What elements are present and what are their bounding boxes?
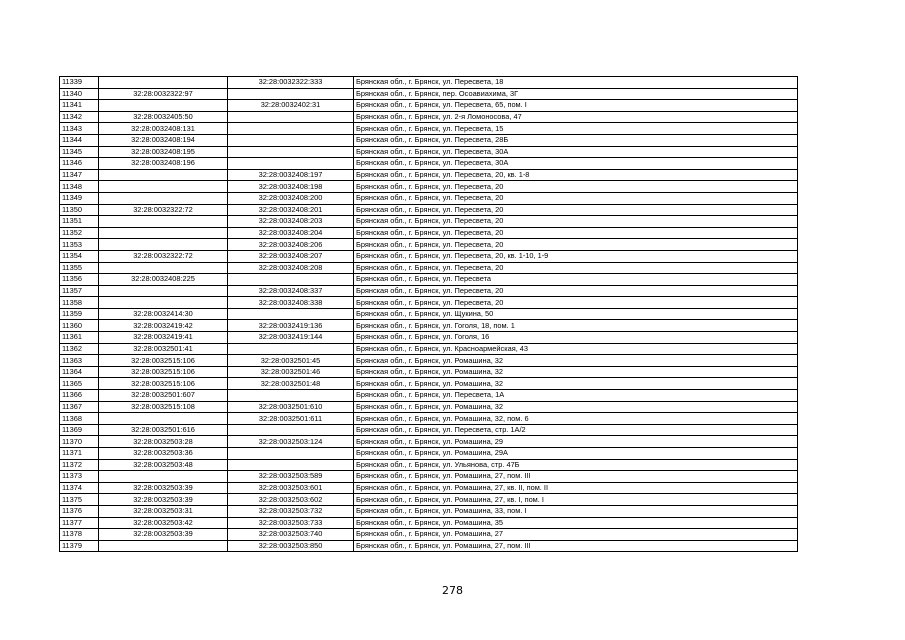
address-cell: Брянская обл., г. Брянск, ул. Пересвета, 20 (354, 181, 798, 193)
building-cadastral-number-cell (228, 88, 354, 100)
property-registry-table (59, 76, 798, 552)
land-cadastral-number-cell: 32:28:0032419:41 (99, 332, 228, 344)
table-row (60, 448, 798, 460)
row-number-cell: 11366 (60, 390, 99, 402)
table-row (60, 390, 798, 402)
table-row (60, 216, 798, 228)
row-number-cell: 11344 (60, 134, 99, 146)
row-number-cell: 11351 (60, 216, 99, 228)
building-cadastral-number-cell: 32:28:0032408:338 (228, 297, 354, 309)
land-cadastral-number-cell: 32:28:0032515:106 (99, 355, 228, 367)
row-number-cell: 11346 (60, 158, 99, 170)
row-number-cell: 11361 (60, 332, 99, 344)
land-cadastral-number-cell: 32:28:0032405:50 (99, 111, 228, 123)
land-cadastral-number-cell: 32:28:0032408:196 (99, 158, 228, 170)
table-row (60, 482, 798, 494)
building-cadastral-number-cell: 32:28:0032501:48 (228, 378, 354, 390)
building-cadastral-number-cell: 32:28:0032322:333 (228, 77, 354, 89)
row-number-cell: 11377 (60, 517, 99, 529)
address-cell: Брянская обл., г. Брянск, ул. Пересвета, 20 (354, 227, 798, 239)
building-cadastral-number-cell: 32:28:0032408:207 (228, 250, 354, 262)
building-cadastral-number-cell: 32:28:0032501:45 (228, 355, 354, 367)
address-cell: Брянская обл., г. Брянск, ул. 2-я Ломоносова, 47 (354, 111, 798, 123)
building-cadastral-number-cell: 32:28:0032503:733 (228, 517, 354, 529)
row-number-cell: 11358 (60, 297, 99, 309)
building-cadastral-number-cell (228, 343, 354, 355)
row-number-cell: 11353 (60, 239, 99, 251)
building-cadastral-number-cell (228, 448, 354, 460)
row-number-cell: 11375 (60, 494, 99, 506)
land-cadastral-number-cell: 32:28:0032503:39 (99, 529, 228, 541)
table-row (60, 424, 798, 436)
table-row (60, 436, 798, 448)
building-cadastral-number-cell (228, 111, 354, 123)
land-cadastral-number-cell (99, 239, 228, 251)
land-cadastral-number-cell: 32:28:0032503:31 (99, 505, 228, 517)
table-row (60, 100, 798, 112)
land-cadastral-number-cell (99, 181, 228, 193)
row-number-cell: 11363 (60, 355, 99, 367)
building-cadastral-number-cell (228, 134, 354, 146)
table-row (60, 227, 798, 239)
address-cell: Брянская обл., г. Брянск, ул. Пересвета (354, 274, 798, 286)
row-number-cell: 11357 (60, 285, 99, 297)
land-cadastral-number-cell: 32:28:0032408:195 (99, 146, 228, 158)
address-cell: Брянская обл., г. Брянск, ул. Ромашина, 32 (354, 355, 798, 367)
table-row (60, 308, 798, 320)
land-cadastral-number-cell: 32:28:0032515:108 (99, 401, 228, 413)
address-cell: Брянская обл., г. Брянск, ул. Щукина, 50 (354, 308, 798, 320)
building-cadastral-number-cell (228, 146, 354, 158)
address-cell: Брянская обл., г. Брянск, ул. Ромашина, 27, пом. III (354, 540, 798, 552)
building-cadastral-number-cell: 32:28:0032501:610 (228, 401, 354, 413)
table-row (60, 529, 798, 541)
row-number-cell: 11364 (60, 366, 99, 378)
land-cadastral-number-cell (99, 540, 228, 552)
address-cell: Брянская обл., г. Брянск, ул. Пересвета, 1А (354, 390, 798, 402)
building-cadastral-number-cell: 32:28:0032408:208 (228, 262, 354, 274)
land-cadastral-number-cell: 32:28:0032408:194 (99, 134, 228, 146)
building-cadastral-number-cell: 32:28:0032408:206 (228, 239, 354, 251)
address-cell: Брянская обл., г. Брянск, ул. Пересвета, 18 (354, 77, 798, 89)
land-cadastral-number-cell: 32:28:0032503:42 (99, 517, 228, 529)
land-cadastral-number-cell (99, 216, 228, 228)
land-cadastral-number-cell: 32:28:0032322:72 (99, 204, 228, 216)
row-number-cell: 11341 (60, 100, 99, 112)
land-cadastral-number-cell: 32:28:0032503:39 (99, 482, 228, 494)
address-cell: Брянская обл., г. Брянск, ул. Пересвета, 28Б (354, 134, 798, 146)
row-number-cell: 11356 (60, 274, 99, 286)
table-row (60, 494, 798, 506)
address-cell: Брянская обл., г. Брянск, ул. Пересвета, 30А (354, 158, 798, 170)
building-cadastral-number-cell: 32:28:0032408:201 (228, 204, 354, 216)
table-row (60, 505, 798, 517)
row-number-cell: 11376 (60, 505, 99, 517)
table-row (60, 192, 798, 204)
row-number-cell: 11349 (60, 192, 99, 204)
address-cell: Брянская обл., г. Брянск, ул. Пересвета, 20 (354, 262, 798, 274)
building-cadastral-number-cell: 32:28:0032503:850 (228, 540, 354, 552)
address-cell: Брянская обл., г. Брянск, ул. Гоголя, 16 (354, 332, 798, 344)
row-number-cell: 11370 (60, 436, 99, 448)
address-cell: Брянская обл., г. Брянск, ул. Ромашина, 29 (354, 436, 798, 448)
table-row (60, 111, 798, 123)
land-cadastral-number-cell: 32:28:0032503:48 (99, 459, 228, 471)
building-cadastral-number-cell: 32:28:0032402:31 (228, 100, 354, 112)
row-number-cell: 11340 (60, 88, 99, 100)
table-row (60, 413, 798, 425)
address-cell: Брянская обл., г. Брянск, ул. Ромашина, 32 (354, 366, 798, 378)
address-cell: Брянская обл., г. Брянск, ул. Ромашина, 27 (354, 529, 798, 541)
table-row (60, 134, 798, 146)
row-number-cell: 11378 (60, 529, 99, 541)
building-cadastral-number-cell: 32:28:0032408:337 (228, 285, 354, 297)
table-row (60, 297, 798, 309)
row-number-cell: 11339 (60, 77, 99, 89)
address-cell: Брянская обл., г. Брянск, ул. Ромашина, 32, пом. 6 (354, 413, 798, 425)
building-cadastral-number-cell: 32:28:0032503:740 (228, 529, 354, 541)
row-number-cell: 11362 (60, 343, 99, 355)
table-row (60, 250, 798, 262)
building-cadastral-number-cell: 32:28:0032419:136 (228, 320, 354, 332)
address-cell: Брянская обл., г. Брянск, ул. Пересвета, 65, пом. I (354, 100, 798, 112)
address-cell: Брянская обл., г. Брянск, ул. Ромашина, 32 (354, 401, 798, 413)
table-row (60, 366, 798, 378)
table-row (60, 204, 798, 216)
land-cadastral-number-cell: 32:28:0032503:28 (99, 436, 228, 448)
building-cadastral-number-cell: 32:28:0032503:601 (228, 482, 354, 494)
table-row (60, 169, 798, 181)
table-row (60, 158, 798, 170)
row-number-cell: 11345 (60, 146, 99, 158)
row-number-cell: 11347 (60, 169, 99, 181)
address-cell: Брянская обл., г. Брянск, ул. Пересвета, 20 (354, 192, 798, 204)
table-row (60, 285, 798, 297)
land-cadastral-number-cell: 32:28:0032503:36 (99, 448, 228, 460)
land-cadastral-number-cell (99, 413, 228, 425)
land-cadastral-number-cell: 32:28:0032419:42 (99, 320, 228, 332)
row-number-cell: 11343 (60, 123, 99, 135)
land-cadastral-number-cell: 32:28:0032408:131 (99, 123, 228, 135)
address-cell: Брянская обл., г. Брянск, ул. Гоголя, 18, пом. 1 (354, 320, 798, 332)
table-row (60, 540, 798, 552)
address-cell: Брянская обл., г. Брянск, ул. Ромашина, 29А (354, 448, 798, 460)
row-number-cell: 11372 (60, 459, 99, 471)
address-cell: Брянская обл., г. Брянск, пер. Осоавиахима, 3Г (354, 88, 798, 100)
building-cadastral-number-cell (228, 158, 354, 170)
row-number-cell: 11367 (60, 401, 99, 413)
address-cell: Брянская обл., г. Брянск, ул. Пересвета, 30А (354, 146, 798, 158)
address-cell: Брянская обл., г. Брянск, ул. Пересвета, 20 (354, 239, 798, 251)
land-cadastral-number-cell: 32:28:0032503:39 (99, 494, 228, 506)
table-row (60, 88, 798, 100)
row-number-cell: 11374 (60, 482, 99, 494)
building-cadastral-number-cell (228, 308, 354, 320)
table-row (60, 343, 798, 355)
land-cadastral-number-cell: 32:28:0032322:72 (99, 250, 228, 262)
land-cadastral-number-cell: 32:28:0032501:41 (99, 343, 228, 355)
row-number-cell: 11350 (60, 204, 99, 216)
land-cadastral-number-cell: 32:28:0032515:106 (99, 378, 228, 390)
table-row (60, 274, 798, 286)
land-cadastral-number-cell (99, 192, 228, 204)
address-cell: Брянская обл., г. Брянск, ул. Ромашина, 33, пом. I (354, 505, 798, 517)
building-cadastral-number-cell: 32:28:0032408:198 (228, 181, 354, 193)
address-cell: Брянская обл., г. Брянск, ул. Ромашина, 27, пом. III (354, 471, 798, 483)
table-row (60, 239, 798, 251)
table-row (60, 355, 798, 367)
building-cadastral-number-cell: 32:28:0032503:602 (228, 494, 354, 506)
building-cadastral-number-cell: 32:28:0032408:197 (228, 169, 354, 181)
row-number-cell: 11359 (60, 308, 99, 320)
table-row (60, 262, 798, 274)
table-row (60, 146, 798, 158)
address-cell: Брянская обл., г. Брянск, ул. Ульянова, стр. 47Б (354, 459, 798, 471)
row-number-cell: 11365 (60, 378, 99, 390)
row-number-cell: 11368 (60, 413, 99, 425)
building-cadastral-number-cell (228, 424, 354, 436)
row-number-cell: 11354 (60, 250, 99, 262)
land-cadastral-number-cell (99, 169, 228, 181)
building-cadastral-number-cell: 32:28:0032501:611 (228, 413, 354, 425)
land-cadastral-number-cell: 32:28:0032515:106 (99, 366, 228, 378)
address-cell: Брянская обл., г. Брянск, ул. Ромашина, 27, кв. II, пом. II (354, 482, 798, 494)
address-cell: Брянская обл., г. Брянск, ул. Пересвета, 20, кв. 1-8 (354, 169, 798, 181)
building-cadastral-number-cell: 32:28:0032503:589 (228, 471, 354, 483)
address-cell: Брянская обл., г. Брянск, ул. Пересвета, 20 (354, 285, 798, 297)
building-cadastral-number-cell: 32:28:0032503:124 (228, 436, 354, 448)
building-cadastral-number-cell: 32:28:0032419:144 (228, 332, 354, 344)
address-cell: Брянская обл., г. Брянск, ул. Пересвета, 20 (354, 204, 798, 216)
row-number-cell: 11352 (60, 227, 99, 239)
address-cell: Брянская обл., г. Брянск, ул. Пересвета, стр. 1А/2 (354, 424, 798, 436)
building-cadastral-number-cell (228, 123, 354, 135)
building-cadastral-number-cell: 32:28:0032503:732 (228, 505, 354, 517)
row-number-cell: 11379 (60, 540, 99, 552)
table-row (60, 332, 798, 344)
land-cadastral-number-cell: 32:28:0032501:607 (99, 390, 228, 402)
building-cadastral-number-cell: 32:28:0032501:46 (228, 366, 354, 378)
land-cadastral-number-cell (99, 227, 228, 239)
address-cell: Брянская обл., г. Брянск, ул. Пересвета, 15 (354, 123, 798, 135)
address-cell: Брянская обл., г. Брянск, ул. Красноармейская, 43 (354, 343, 798, 355)
table-row (60, 320, 798, 332)
table-row (60, 123, 798, 135)
table-body (60, 77, 798, 552)
row-number-cell: 11360 (60, 320, 99, 332)
building-cadastral-number-cell: 32:28:0032408:203 (228, 216, 354, 228)
row-number-cell: 11369 (60, 424, 99, 436)
land-cadastral-number-cell: 32:28:0032322:97 (99, 88, 228, 100)
building-cadastral-number-cell (228, 459, 354, 471)
building-cadastral-number-cell: 32:28:0032408:200 (228, 192, 354, 204)
address-cell: Брянская обл., г. Брянск, ул. Ромашина, 35 (354, 517, 798, 529)
land-cadastral-number-cell (99, 100, 228, 112)
row-number-cell: 11355 (60, 262, 99, 274)
address-cell: Брянская обл., г. Брянск, ул. Пересвета, 20, кв. 1-10, 1-9 (354, 250, 798, 262)
table-row (60, 378, 798, 390)
address-cell: Брянская обл., г. Брянск, ул. Пересвета, 20 (354, 216, 798, 228)
land-cadastral-number-cell (99, 471, 228, 483)
land-cadastral-number-cell (99, 285, 228, 297)
building-cadastral-number-cell (228, 274, 354, 286)
table-row (60, 471, 798, 483)
building-cadastral-number-cell: 32:28:0032408:204 (228, 227, 354, 239)
land-cadastral-number-cell (99, 262, 228, 274)
address-cell: Брянская обл., г. Брянск, ул. Ромашина, 32 (354, 378, 798, 390)
row-number-cell: 11348 (60, 181, 99, 193)
row-number-cell: 11342 (60, 111, 99, 123)
table-row (60, 401, 798, 413)
row-number-cell: 11371 (60, 448, 99, 460)
land-cadastral-number-cell: 32:28:0032501:616 (99, 424, 228, 436)
address-cell: Брянская обл., г. Брянск, ул. Пересвета, 20 (354, 297, 798, 309)
building-cadastral-number-cell (228, 390, 354, 402)
table-row (60, 181, 798, 193)
table-row (60, 77, 798, 89)
land-cadastral-number-cell (99, 77, 228, 89)
land-cadastral-number-cell: 32:28:0032408:225 (99, 274, 228, 286)
land-cadastral-number-cell (99, 297, 228, 309)
table-row (60, 459, 798, 471)
land-cadastral-number-cell: 32:28:0032414:30 (99, 308, 228, 320)
row-number-cell: 11373 (60, 471, 99, 483)
table-row (60, 517, 798, 529)
page-number: 278 (442, 584, 463, 597)
address-cell: Брянская обл., г. Брянск, ул. Ромашина, 27, кв. I, пом. I (354, 494, 798, 506)
